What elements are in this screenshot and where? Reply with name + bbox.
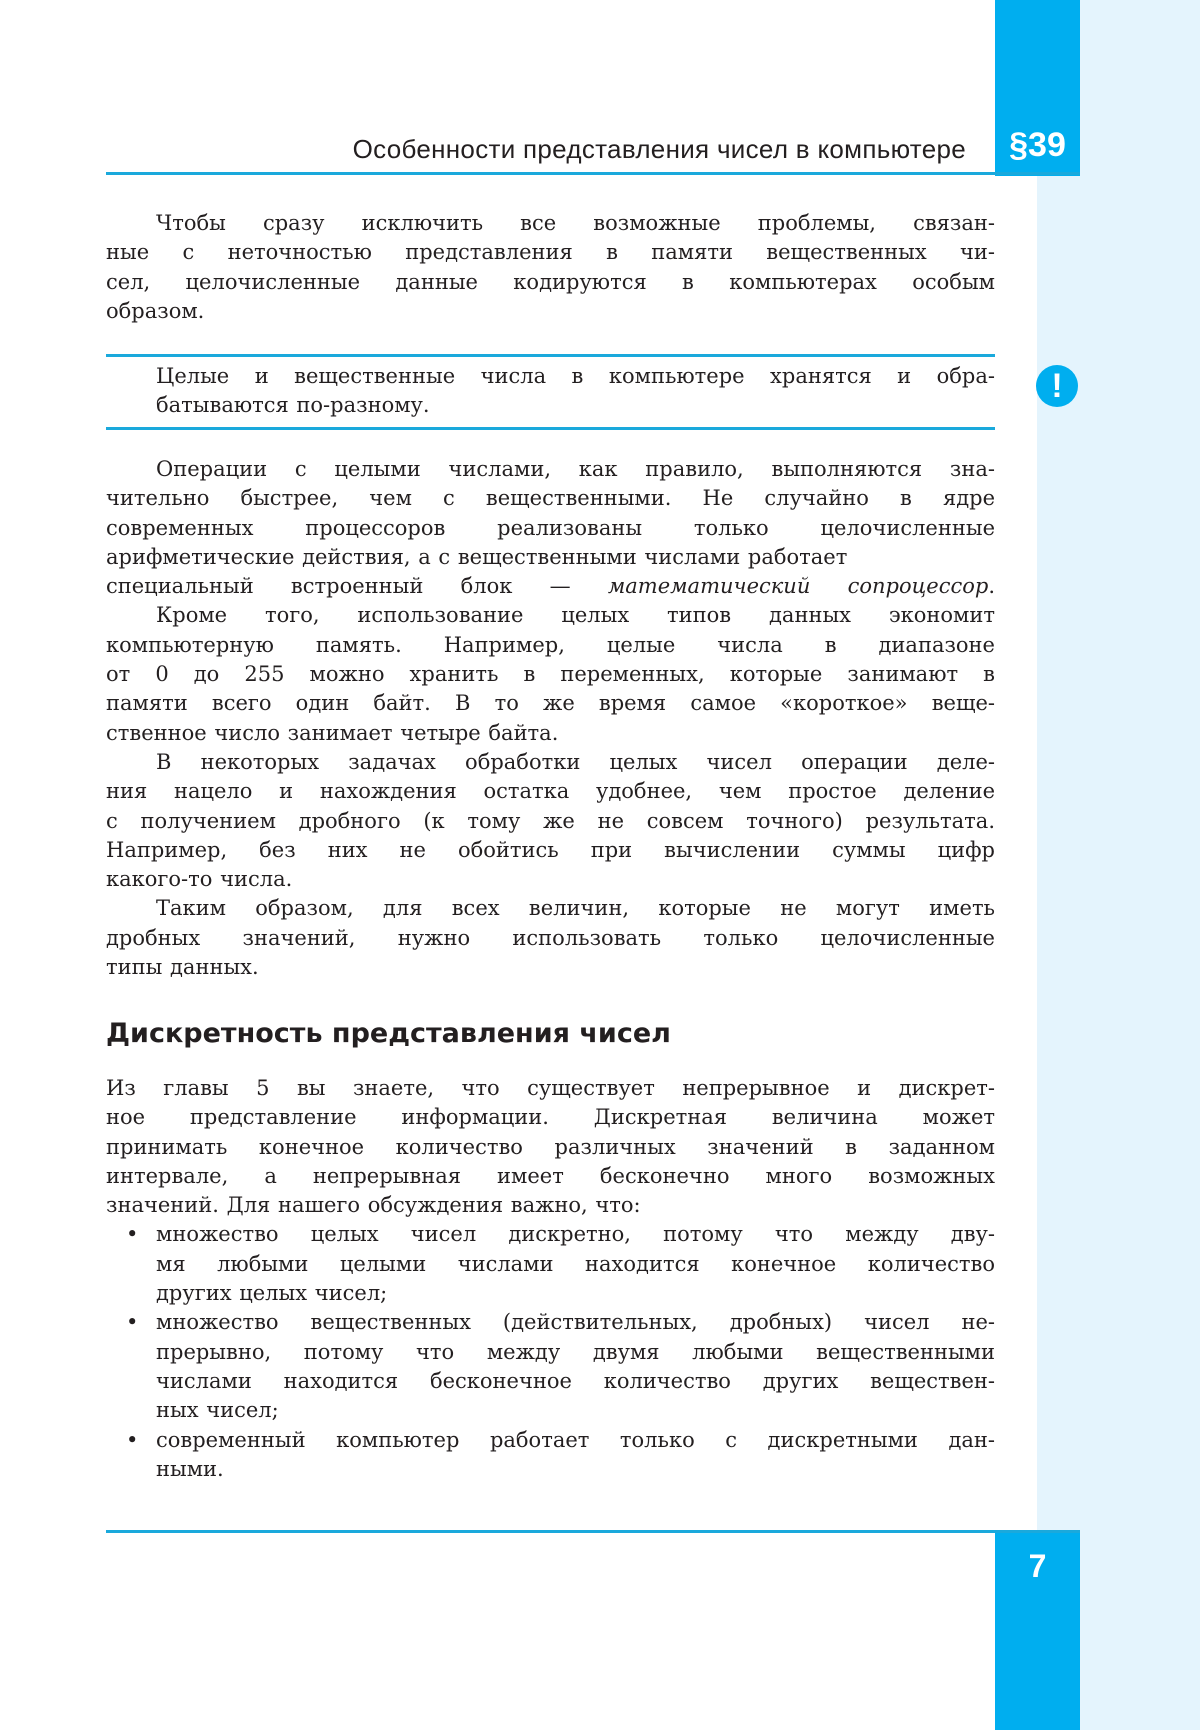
text-line: Кроме того, использование целых типов данных экономит (156, 603, 995, 628)
text-line: значений. Для нашего обсуждения важно, что: (106, 1193, 641, 1218)
text-line: Целые и вещественные числа в компьютере хранятся и обра- (156, 364, 995, 388)
section-number: §39 (1009, 126, 1066, 164)
running-title: Особенности представления чисел в компьютере (352, 134, 966, 164)
note-box (106, 362, 995, 421)
exclamation-icon: ! (1036, 365, 1078, 407)
text-line: специальный встроенный блок — математический сопроцессор. (106, 574, 995, 599)
list-item (106, 1220, 995, 1308)
text-line: с получением дробного (к тому же не совсем точного) результата. (106, 808, 995, 833)
text-line: сел, целочисленные данные кодируются в компьютерах особым (106, 269, 995, 294)
text-line: Из главы 5 вы знаете, что существует непрерывное и дискрет- (106, 1076, 995, 1100)
text-line: дробных значений, нужно использовать только целочисленные (106, 925, 995, 950)
text-line: Таким образом, для всех величин, которые не могут иметь (156, 896, 995, 921)
text-line: батываются по-разному. (156, 393, 430, 418)
text-line: ное представление информации. Дискретная величина может (106, 1105, 995, 1130)
text-line: образом. (106, 298, 205, 323)
text-line: других целых чисел; (156, 1281, 388, 1306)
section-heading: Дискретность представления чисел (106, 1018, 671, 1049)
text-line: В некоторых задачах обработки целых чисел операции деле- (156, 749, 995, 774)
note-rule-top (106, 354, 995, 357)
bullet-icon: • (126, 1222, 139, 1247)
text-line: какого-то числа. (106, 867, 293, 892)
text-line: мя любыми целыми числами находится конечное количество (156, 1251, 995, 1276)
page-number: 7 (1028, 1548, 1047, 1584)
text-line: Например, без них не обойтись при вычислении суммы цифр (106, 837, 995, 862)
body-text (106, 455, 995, 982)
note-rule-bottom (106, 427, 995, 430)
paragraph-intro (106, 209, 995, 326)
text-line: интервале, а непрерывная имеет бесконечно много возможных (106, 1163, 995, 1188)
text-line: числами находится бесконечное количество других веществен- (156, 1368, 995, 1393)
text-line: памяти всего один байт. В то же время самое «короткое» веще- (106, 691, 995, 716)
bullet-icon: • (126, 1427, 139, 1452)
text-line: современных процессоров реализованы только целочисленные (106, 515, 995, 540)
text-line: множество целых чисел дискретно, потому что между дву- • (106, 1220, 995, 1249)
text-line: типы данных. (106, 955, 259, 980)
footer-rule (106, 1530, 1080, 1533)
term-coprocessor: математический сопроцессор (607, 574, 989, 599)
text-line: компьютерную память. Например, целые числа в диапазоне (106, 632, 995, 657)
list-item (106, 1426, 995, 1485)
text-line: от 0 до 255 можно хранить в переменных, которые занимают в (106, 662, 995, 687)
text-line: ния нацело и нахождения остатка удобнее, чем простое деление (106, 779, 995, 804)
text-line: Чтобы сразу исключить все возможные проблемы, связан- (156, 211, 995, 235)
text-line: современный компьютер работает только с дискретными дан- • (106, 1426, 995, 1455)
text-line: ными. (156, 1456, 224, 1481)
list-item (106, 1308, 995, 1425)
text-line: прерывно, потому что между двумя любыми вещественными (156, 1339, 995, 1364)
text-line: Операции с целыми числами, как правило, выполняются зна- (156, 457, 995, 481)
text-line: ных чисел; (156, 1398, 279, 1423)
text-line: ственное число занимает четыре байта. (106, 720, 559, 745)
text-line: множество вещественных (действительных, дробных) чисел не- • (106, 1308, 995, 1337)
page-margin-sidebar (1037, 0, 1200, 1730)
text-line: чительно быстрее, чем с вещественными. Не случайно в ядре (106, 486, 995, 511)
text-line: ные с неточностью представления в памяти вещественных чи- (106, 240, 995, 265)
text-line: арифметические действия, а с вещественными числами работает (106, 544, 848, 569)
bullet-icon: • (126, 1310, 139, 1335)
text-line: принимать конечное количество различных значений в заданном (106, 1134, 995, 1159)
body-text-2 (106, 1074, 995, 1484)
header-rule (106, 172, 1080, 175)
